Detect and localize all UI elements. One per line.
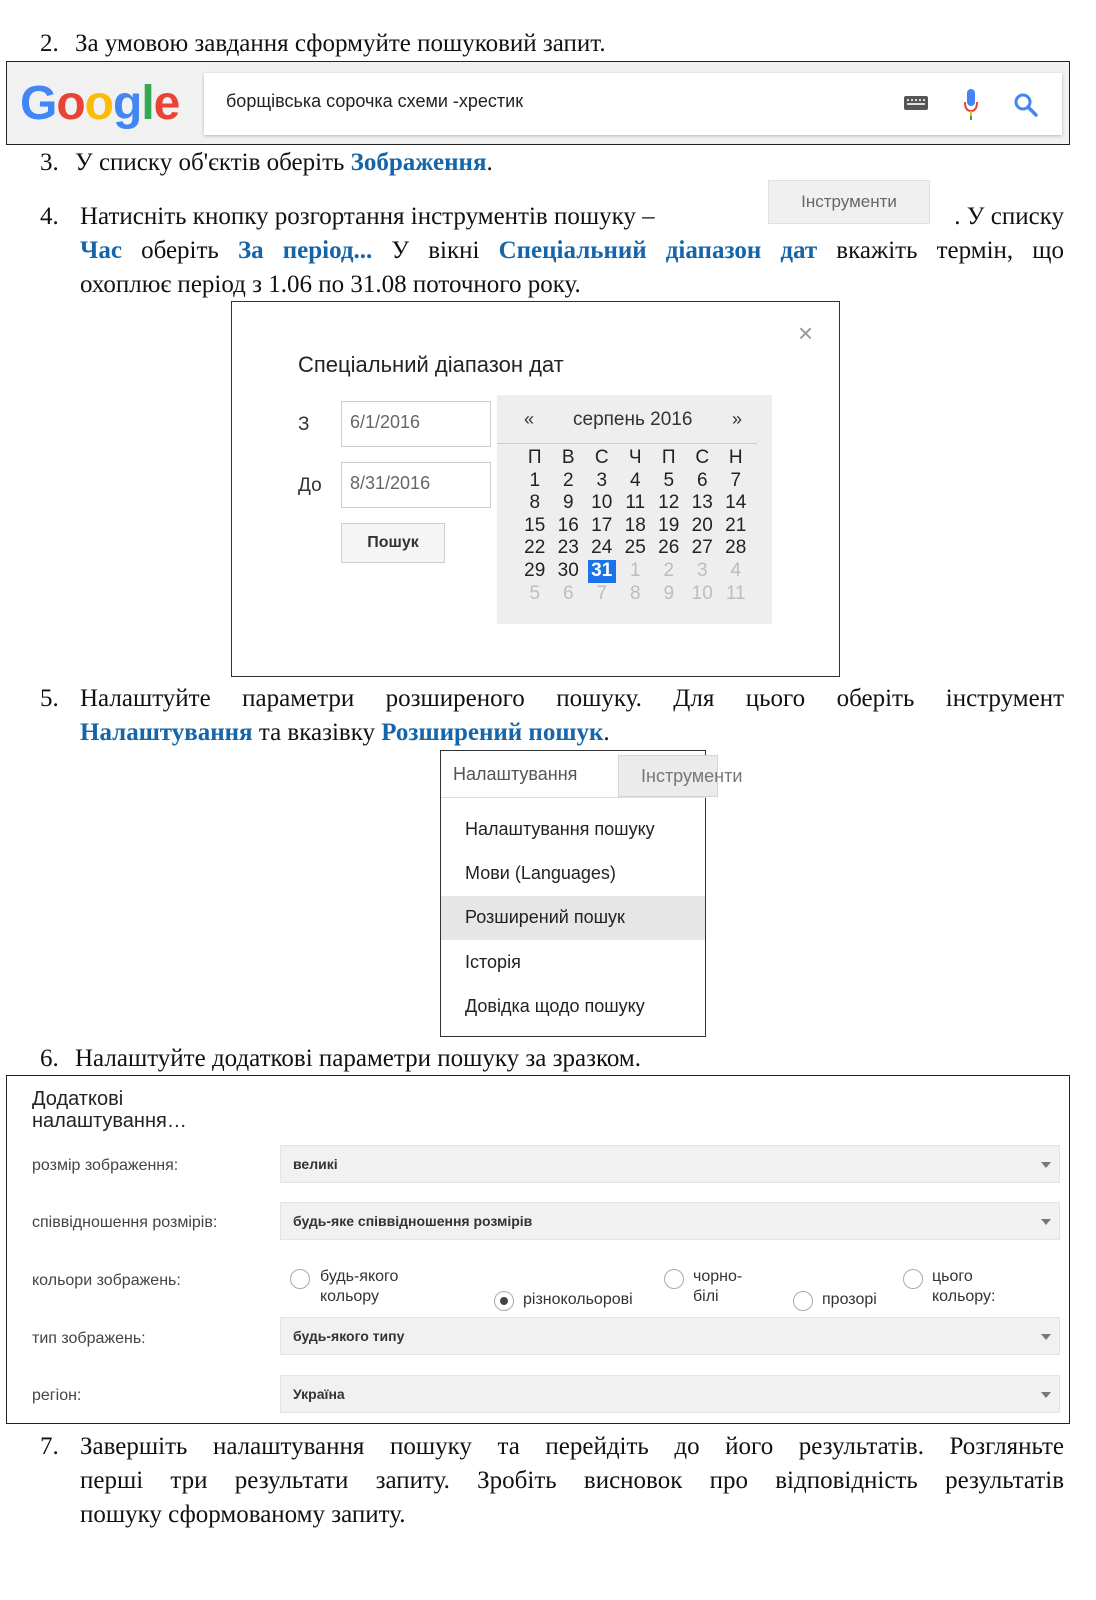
menu-item-advanced-search[interactable]: Розширений пошук — [441, 896, 705, 940]
calendar — [497, 395, 772, 624]
calendar-day[interactable]: 22 — [524, 537, 546, 559]
from-date-input[interactable]: 6/1/2016 — [341, 401, 491, 447]
dropdown-arrow-icon — [1041, 1392, 1051, 1398]
calendar-week-row — [518, 470, 753, 493]
calendar-day[interactable]: 30 — [557, 559, 579, 581]
step-text: вкажіть термін, що — [817, 237, 1065, 264]
calendar-weekday: С — [695, 447, 710, 468]
type-select[interactable] — [280, 1317, 1060, 1355]
calendar-week-row — [518, 492, 753, 515]
aspect-ratio-label: співвідношення розмірів: — [32, 1214, 218, 1231]
period-link: За період... — [237, 237, 373, 264]
menu-item-languages[interactable]: Мови (Languages) — [465, 863, 616, 883]
dropdown-arrow-icon — [1041, 1334, 1051, 1340]
menu-divider — [441, 797, 707, 798]
calendar-weekday: В — [561, 447, 575, 468]
advanced-settings-panel — [6, 1075, 1070, 1424]
calendar-day[interactable]: 8 — [629, 582, 641, 604]
calendar-week-row — [518, 583, 753, 606]
logo-letter: o — [56, 77, 85, 130]
calendar-day[interactable]: 1 — [529, 469, 541, 491]
type-label: тип зображень: — [32, 1330, 146, 1347]
calendar-day[interactable]: 24 — [591, 537, 613, 559]
calendar-day[interactable]: 11 — [725, 582, 746, 604]
time-link: Час — [80, 237, 122, 264]
radio-label: прозорі — [822, 1291, 877, 1308]
step-text-end: . — [486, 149, 493, 176]
step-6 — [40, 1042, 641, 1075]
calendar-divider — [497, 443, 757, 444]
calendar-weekday-row — [518, 447, 753, 470]
advanced-search-link: Розширений пошук — [381, 719, 604, 746]
logo-letter: l — [141, 77, 154, 130]
radio-label: різнокольорові — [523, 1291, 633, 1308]
calendar-day[interactable]: 4 — [730, 559, 742, 581]
logo-letter: e — [153, 77, 180, 130]
logo-letter: g — [113, 77, 142, 130]
aspect-ratio-value: будь-яке співвідношення розмірів — [293, 1213, 533, 1229]
size-label: розмір зображення: — [32, 1157, 179, 1174]
region-select[interactable] — [280, 1375, 1060, 1413]
size-select[interactable] — [280, 1145, 1060, 1183]
step-text: та вказівку — [252, 719, 382, 746]
menu-item-search-settings[interactable]: Налаштування пошуку — [465, 819, 655, 839]
menu-item-history[interactable]: Історія — [465, 952, 521, 972]
step-3 — [40, 146, 493, 179]
calendar-day[interactable]: 13 — [691, 492, 713, 514]
calendar-day[interactable]: 2 — [663, 559, 675, 581]
tab-settings[interactable]: Налаштування — [441, 751, 617, 797]
radio-any-color[interactable] — [290, 1269, 310, 1289]
tools-button[interactable]: Інструменти — [768, 180, 930, 224]
logo-letter: G — [20, 77, 57, 130]
step-5-line-1: Налаштуйте параметри розширеного пошуку. Для цього оберіть інструмент — [80, 685, 1064, 712]
calendar-day[interactable]: 9 — [663, 582, 675, 604]
date-range-link: Спеціальний діапазон дат — [498, 237, 818, 264]
calendar-day[interactable]: 19 — [658, 514, 680, 536]
close-icon[interactable]: × — [798, 318, 814, 348]
step-7-line-2: перші три результати запиту. Зробіть висновок про відповідність результатів — [80, 1467, 1064, 1494]
step-5-number: 5. — [40, 685, 59, 712]
step-4-number: 4. — [40, 203, 59, 230]
calendar-week-row — [518, 515, 753, 538]
calendar-weekday: Н — [728, 447, 743, 468]
step-4-line-3: охоплює період з 1.06 по 31.08 поточного року. — [80, 271, 581, 298]
calendar-day[interactable]: 5 — [663, 469, 675, 491]
calendar-day[interactable]: 3 — [596, 469, 608, 491]
dropdown-arrow-icon — [1041, 1162, 1051, 1168]
calendar-day[interactable]: 31 — [588, 560, 616, 583]
calendar-day[interactable]: 18 — [624, 514, 646, 536]
advanced-heading: Додаткові налаштування… — [32, 1088, 187, 1132]
logo-letter: o — [84, 77, 113, 130]
calendar-day[interactable]: 16 — [557, 514, 579, 536]
calendar-day[interactable]: 5 — [529, 582, 541, 604]
radio-label: чорно-білі — [693, 1268, 743, 1305]
calendar-weekday: П — [527, 447, 542, 468]
search-button[interactable]: Пошук — [341, 523, 445, 563]
calendar-day[interactable]: 6 — [696, 469, 708, 491]
step-5-line-2 — [80, 716, 610, 749]
step-text: У вікні — [372, 237, 499, 264]
step-2 — [40, 27, 606, 60]
microphone-icon[interactable] — [964, 89, 978, 121]
calendar-day[interactable]: 20 — [691, 514, 713, 536]
search-icon[interactable] — [1012, 91, 1040, 119]
calendar-day[interactable]: 1 — [629, 559, 641, 581]
radio-full-color[interactable] — [494, 1291, 514, 1311]
menu-item-search-help[interactable]: Довідка щодо пошуку — [465, 996, 645, 1016]
region-label: регіон: — [32, 1387, 82, 1404]
calendar-day[interactable]: 12 — [658, 492, 680, 514]
from-label: З — [298, 414, 310, 435]
step-text: оберіть — [121, 237, 238, 264]
google-search-screenshot — [6, 61, 1070, 145]
dropdown-arrow-icon — [1041, 1219, 1051, 1225]
calendar-day[interactable]: 27 — [691, 537, 713, 559]
step-text: За умовою завдання сформуйте пошуковий запит. — [75, 30, 606, 57]
keyboard-icon[interactable] — [904, 96, 928, 110]
search-query: борщівська сорочка схеми -хрестик — [226, 91, 524, 111]
calendar-day[interactable]: 9 — [562, 492, 574, 514]
step-text-end: . — [603, 719, 610, 746]
calendar-day[interactable]: 6 — [562, 582, 574, 604]
radio-label: будь-якого кольору — [320, 1268, 399, 1305]
settings-menu — [440, 750, 743, 1037]
calendar-day[interactable]: 4 — [629, 469, 641, 491]
google-logo — [20, 76, 179, 131]
step-number: 2. — [40, 30, 59, 57]
calendar-weekday: П — [661, 447, 676, 468]
settings-link: Налаштування — [80, 719, 253, 746]
date-range-dialog — [231, 301, 840, 677]
calendar-weekday: Ч — [628, 447, 642, 468]
calendar-day[interactable]: 29 — [524, 559, 546, 581]
calendar-day[interactable]: 2 — [562, 469, 574, 491]
step-text: Налаштуйте додаткові параметри пошуку за зразком. — [75, 1045, 641, 1072]
color-label: кольори зображень: — [32, 1272, 181, 1289]
type-value: будь-якого типу — [293, 1328, 405, 1344]
search-input[interactable] — [204, 73, 1062, 135]
radio-black-white[interactable] — [664, 1269, 684, 1289]
region-value: Україна — [293, 1386, 345, 1402]
calendar-grid — [518, 447, 753, 605]
dialog-title: Спеціальний діапазон дат — [298, 352, 564, 377]
calendar-day[interactable]: 11 — [625, 492, 646, 514]
size-value: великі — [293, 1156, 338, 1172]
calendar-day[interactable]: 10 — [691, 582, 713, 604]
to-date-input[interactable]: 8/31/2016 — [341, 462, 491, 508]
step-7-number: 7. — [40, 1433, 59, 1460]
calendar-day[interactable]: 17 — [591, 514, 613, 536]
calendar-day[interactable]: 7 — [730, 469, 742, 491]
calendar-week-row — [518, 560, 753, 583]
step-7-line-1: Завершіть налаштування пошуку та перейдіть до його результатів. Розгляньте — [80, 1433, 1064, 1460]
calendar-day[interactable]: 3 — [696, 559, 708, 581]
calendar-day[interactable]: 15 — [524, 514, 546, 536]
calendar-day[interactable]: 7 — [596, 582, 608, 604]
calendar-week-row — [518, 537, 753, 560]
calendar-day[interactable]: 25 — [624, 537, 646, 559]
step-text: У списку об'єктів оберіть — [75, 149, 351, 176]
calendar-day[interactable]: 28 — [725, 537, 747, 559]
step-4-line-1: Натисніть кнопку розгортання інструментів пошуку – — [80, 203, 655, 230]
step-4-line-2 — [80, 234, 1064, 267]
tab-tools[interactable]: Інструменти — [618, 755, 718, 797]
to-label: До — [298, 475, 322, 496]
calendar-month: серпень 2016 — [573, 409, 693, 430]
step-number: 6. — [40, 1045, 59, 1072]
step-4-line-1-end: . У списку — [954, 203, 1064, 230]
radio-label: цього кольору: — [932, 1268, 996, 1305]
radio-this-color[interactable] — [903, 1269, 923, 1289]
prev-month-button[interactable]: « — [524, 409, 535, 429]
calendar-day[interactable]: 10 — [591, 492, 613, 514]
calendar-day[interactable]: 26 — [658, 537, 680, 559]
calendar-day[interactable]: 14 — [725, 492, 747, 514]
step-number: 3. — [40, 149, 59, 176]
radio-transparent[interactable] — [793, 1291, 813, 1311]
calendar-weekday: С — [594, 447, 609, 468]
calendar-header — [497, 395, 772, 443]
calendar-day[interactable]: 21 — [725, 514, 747, 536]
calendar-day[interactable]: 8 — [529, 492, 541, 514]
calendar-day[interactable]: 23 — [557, 537, 579, 559]
step-7-line-3: пошуку сформованому запиту. — [80, 1501, 406, 1528]
next-month-button[interactable]: » — [732, 409, 743, 429]
images-link: Зображення — [350, 149, 487, 176]
aspect-ratio-select[interactable] — [280, 1202, 1060, 1240]
